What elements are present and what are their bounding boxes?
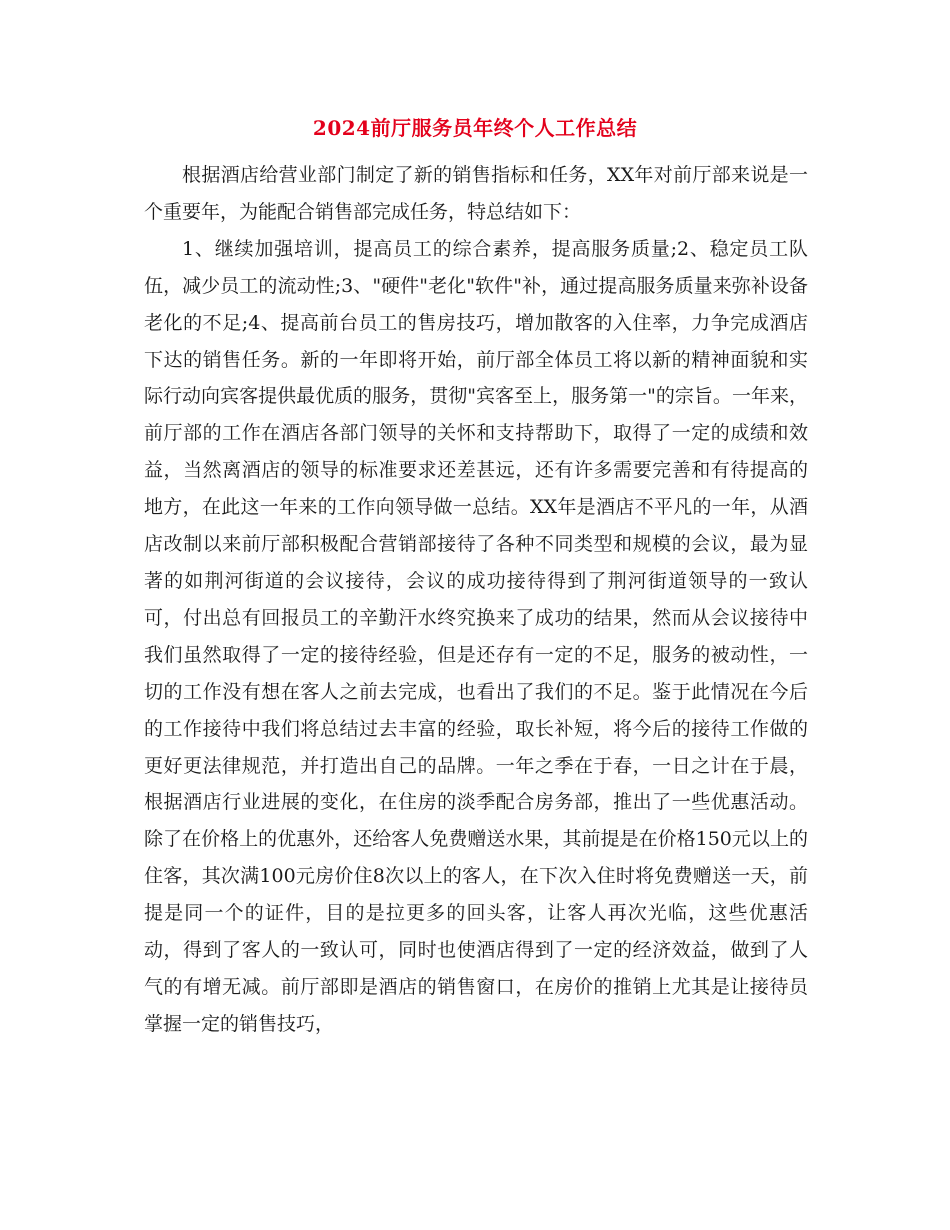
document-body <box>144 157 808 1043</box>
paragraph-main: 1、继续加强培训，提高员工的综合素养，提高服务质量;2、稳定员工队伍，减少员工的流动性;3、"硬件"老化"软件"补，通过提高服务质量来弥补设备老化的不足;4、提高前台员工的售房技巧，增加散客的入住率，力争完成酒店下达的销售任务。新的一年即将开始，前厅部全体员工将以新的精神面貌和实际行动向宾客提供最优质的服务，贯彻"宾客至上，服务第一"的宗旨。一年来，前厅部的工作在酒店各部门领导的关怀和支持帮助下，取得了一定的成绩和效益，当然离酒店的领导的标准要求还差甚远，还有许多需要完善和有待提高的地方，在此这一年来的工作向领导做一总结。XX年是酒店不平凡的一年，从酒店改制以来前厅部积极配合营销部接待了各种不同类型和规模的会议，最为显著的如荆河街道的会议接待，会议的成功接待得到了荆河街道领导的一致认可，付出总有回报员工的辛勤汗水终究换来了成功的结果，然而从会议接待中我们虽然取得了一定的接待经验，但是还存有一定的不足，服务的被动性，一切的工作没有想在客人之前去完成，也看出了我们的不足。鉴于此情况在今后的工作接待中我们将总结过去丰富的经验，取长补短，将今后的接待工作做的更好更法律规范，并打造出自己的品牌。一年之季在于春，一日之计在于晨，根据酒店行业进展的变化，在住房的淡季配合房务部，推出了一些优惠活动。除了在价格上的优惠外，还给客人免费赠送水果，其前提是在价格150元以上的住客，其次满100元房价住8次以上的客人，在下次入住时将免费赠送一天，前提是同一个的证件，目的是拉更多的回头客，让客人再次光临，这些优惠活动，得到了客人的一致认可，同时也使酒店得到了一定的经济效益，做到了人气的有增无减。前厅部即是酒店的销售窗口，在房价的推销上尤其是让接待员掌握一定的销售技巧， <box>144 237 808 1035</box>
paragraph-intro: 根据酒店给营业部门制定了新的销售指标和任务，XX年对前厅部来说是一个重要年，为能配合销售部完成任务，特总结如下： <box>144 164 808 223</box>
document-title: 2024前厅服务员年终个人工作总结 <box>312 116 638 140</box>
